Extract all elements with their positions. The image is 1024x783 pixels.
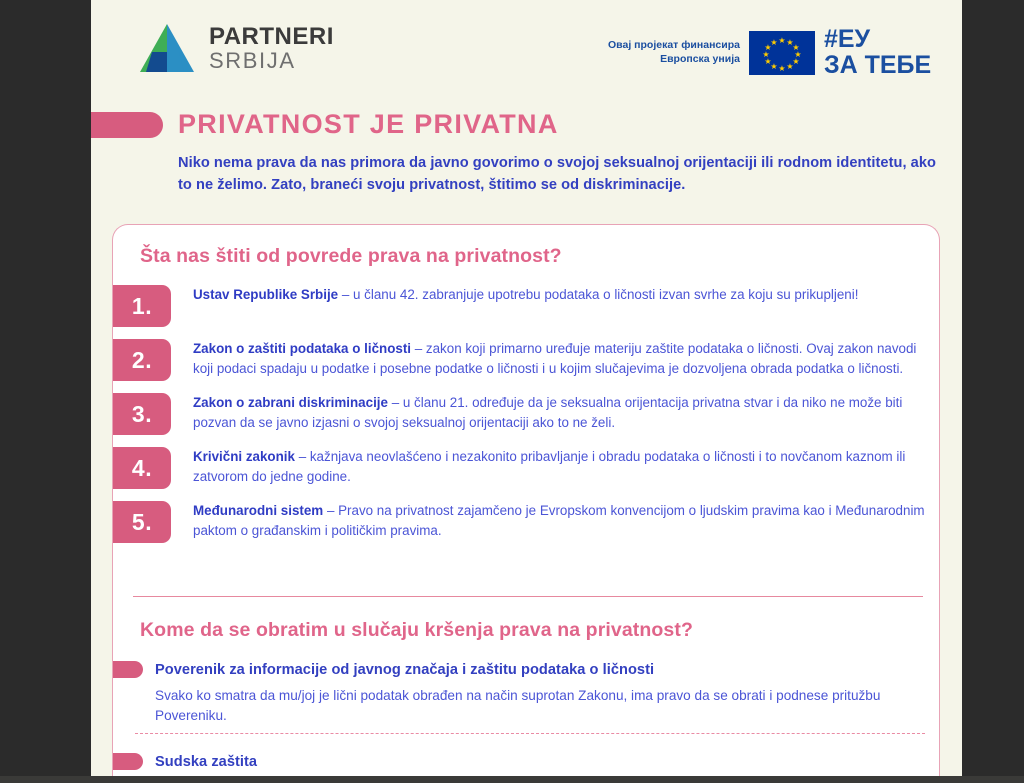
contact-entry-head [113, 661, 940, 678]
title-row [91, 109, 559, 140]
contact-entry-title: Poverenik za informacije od javnog značaja i zaštitu podataka o ličnosti [155, 661, 655, 678]
partneri-srbija-logo [138, 22, 334, 74]
list-item-number: 5. [113, 501, 171, 543]
title-accent-bar [91, 112, 163, 138]
intro-paragraph: Niko nema prava da nas primora da javno govorimo o svojoj seksualnoj orijentaciji ili rodnom identitetu, ako to ne želimo. Zato, braneći svoju privatnost, štitimo se od diskriminacije. [178, 155, 936, 194]
page-title: PRIVATNOST JE PRIVATNA [178, 109, 559, 139]
eu-hashtag-line-1: #ЕУ [823, 25, 871, 53]
eu-hashtag-line-2: ЗА ТЕБЕ [823, 50, 932, 79]
list-item-law-name: Zakon o zabrani diskriminacije [193, 395, 388, 410]
entry-divider [135, 733, 925, 734]
list-item-description: – Pravo na privatnost zajamčeno je Evropskom konvencijom o ljudskim pravima kao i Međunarodnim paktom o građanskim i političkim pravima. [193, 503, 925, 539]
eu-flag-icon: ★ ★ ★ ★ ★ ★ ★ ★ ★ ★ ★ ★ [749, 31, 815, 75]
contact-entry [113, 661, 940, 727]
bullet-pill-icon [113, 661, 143, 678]
contact-entry-body: Svako ko smatra da mu/joj je lični podatak obrađen na način suprotan Zakonu, ima pravo da se obrati i podnese pritužbu Povereniku. [155, 688, 881, 724]
list-item-description: – u članu 42. zabranjuje upotrebu podataka o ličnosti izvan svrhe za koju su prikupljeni! [338, 287, 859, 302]
list-item [113, 445, 940, 489]
section-divider [133, 596, 923, 597]
list-item-description: – zakon koji primarno uređuje materiju zaštite podataka o ličnosti. Ovaj zakon navodi koji podaci spadaju u podatke i posebne podatke o ličnosti i u kojim slučajevima je dozvoljena obrada podatka o ličnosti. [193, 341, 917, 377]
list-item-description: – kažnjava neovlašćeno i nezakonito pribavljanje i obradu podataka o ličnosti i to novčanom kaznom ili zatvorom do jedne godine. [193, 449, 906, 485]
logo-line-2: SRBIJA [209, 47, 296, 73]
section2-heading: Kome da se obratim u slučaju kršenja prava na privatnost? [140, 619, 693, 641]
list-item-text [193, 283, 858, 305]
list-item-law-name: Ustav Republike Srbije [193, 287, 339, 302]
bottom-strip [0, 776, 1024, 783]
list-item-number: 2. [113, 339, 171, 381]
section1-heading: Šta nas štiti od povrede prava na privatnost? [140, 245, 562, 267]
eu-caption-line-1: Овај пројекат финансира [608, 39, 740, 52]
list-item-number: 4. [113, 447, 171, 489]
partneri-srbija-triangle-logo [138, 22, 196, 74]
contact-entry-title: Sudska zaštita [155, 753, 258, 770]
list-item [113, 499, 940, 543]
list-item-text [193, 499, 925, 541]
content-card [112, 224, 940, 776]
eu-funding-badge [608, 27, 931, 78]
protection-list [113, 283, 940, 553]
list-item-number: 1. [113, 285, 171, 327]
logo-line-1: PARTNERI [209, 22, 334, 50]
eu-caption-line-2: Европска унија [660, 52, 740, 65]
list-item-law-name: Zakon o zaštiti podataka o ličnosti [193, 341, 412, 356]
list-item-law-name: Krivični zakonik [193, 449, 295, 464]
list-item [113, 337, 940, 381]
list-item [113, 283, 940, 327]
contact-entry [113, 753, 940, 770]
logo-wordmark [209, 22, 334, 73]
list-item-law-name: Međunarodni sistem [193, 503, 324, 518]
list-item-number: 3. [113, 393, 171, 435]
eu-hashtag [824, 27, 931, 78]
list-item-description: – u članu 21. određuje da je seksualna orijentacija privatna stvar i da niko ne može biti pozvan da se javno izjasni o svojoj seksualnoj orijentaciji ako to ne želi. [193, 395, 903, 431]
document-page [91, 0, 962, 776]
page-header [91, 0, 962, 95]
list-item-text [193, 337, 925, 379]
contact-entry-head [113, 753, 940, 770]
list-item [113, 391, 940, 435]
bullet-pill-icon [113, 753, 143, 770]
list-item-text [193, 445, 925, 487]
list-item-text [193, 391, 925, 433]
eu-funding-caption [608, 39, 740, 66]
